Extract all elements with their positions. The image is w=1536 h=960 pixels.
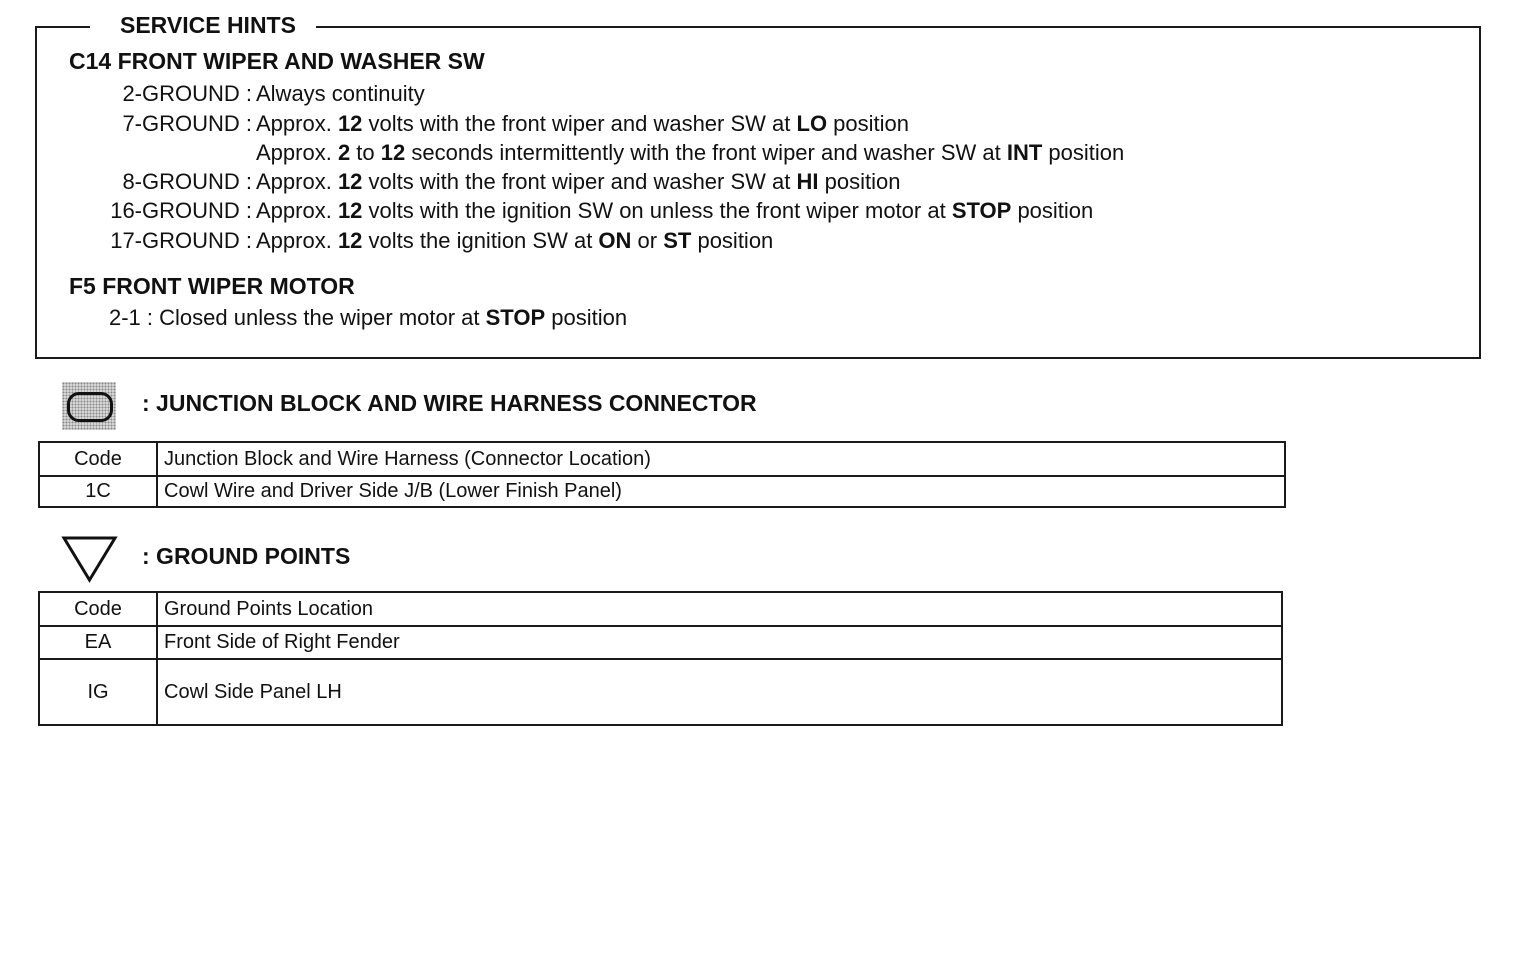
table-row xyxy=(39,476,1285,507)
c14-term-4: 16-GROUND : xyxy=(110,198,252,223)
table-cell-location: Front Side of Right Fender xyxy=(157,626,1282,659)
service-hints-title: SERVICE HINTS xyxy=(90,10,316,40)
table-header-row xyxy=(39,592,1282,626)
table-header-code: Code xyxy=(39,592,157,626)
connector-pill-icon xyxy=(62,382,116,430)
c14-desc-3: Approx. 12 volts with the front wiper and washer SW at HI position xyxy=(256,169,901,194)
c14-desc-4: Approx. 12 volts with the ignition SW on unless the front wiper motor at STOP position xyxy=(256,198,1094,223)
table-row xyxy=(39,659,1282,725)
junction-block-heading: : JUNCTION BLOCK AND WIRE HARNESS CONNECTOR xyxy=(142,390,757,416)
f5-heading: F5 FRONT WIPER MOTOR xyxy=(69,273,355,299)
f5-desc-0: 2-1 : Closed unless the wiper motor at STOP position xyxy=(109,305,628,330)
c14-desc-0: Always continuity xyxy=(256,81,425,106)
table-header-location: Ground Points Location xyxy=(157,592,1282,626)
c14-term-0: 2-GROUND : xyxy=(122,81,252,106)
c14-term-3: 8-GROUND : xyxy=(122,169,252,194)
table-row xyxy=(39,626,1282,659)
junction-block-table xyxy=(38,441,1286,508)
c14-term-1: 7-GROUND : xyxy=(122,111,252,136)
table-header-location: Junction Block and Wire Harness (Connector Location) xyxy=(157,442,1285,476)
table-cell-location: Cowl Side Panel LH xyxy=(157,659,1282,725)
c14-heading: C14 FRONT WIPER AND WASHER SW xyxy=(69,48,485,74)
c14-term-5: 17-GROUND : xyxy=(110,228,252,253)
ground-points-table xyxy=(38,591,1283,726)
table-cell-code: EA xyxy=(39,626,157,659)
table-cell-code: 1C xyxy=(39,476,157,507)
ground-points-heading: : GROUND POINTS xyxy=(142,543,351,569)
table-header-row xyxy=(39,442,1285,476)
c14-desc-5: Approx. 12 volts the ignition SW at ON or ST position xyxy=(256,228,774,253)
table-cell-location: Cowl Wire and Driver Side J/B (Lower Finish Panel) xyxy=(157,476,1285,507)
c14-desc-1: Approx. 12 volts with the front wiper and washer SW at LO position xyxy=(256,111,910,136)
table-header-code: Code xyxy=(39,442,157,476)
ground-triangle-icon xyxy=(60,533,120,585)
c14-desc-2: Approx. 2 to 12 seconds intermittently with the front wiper and washer SW at INT position xyxy=(256,140,1125,165)
table-cell-code: IG xyxy=(39,659,157,725)
